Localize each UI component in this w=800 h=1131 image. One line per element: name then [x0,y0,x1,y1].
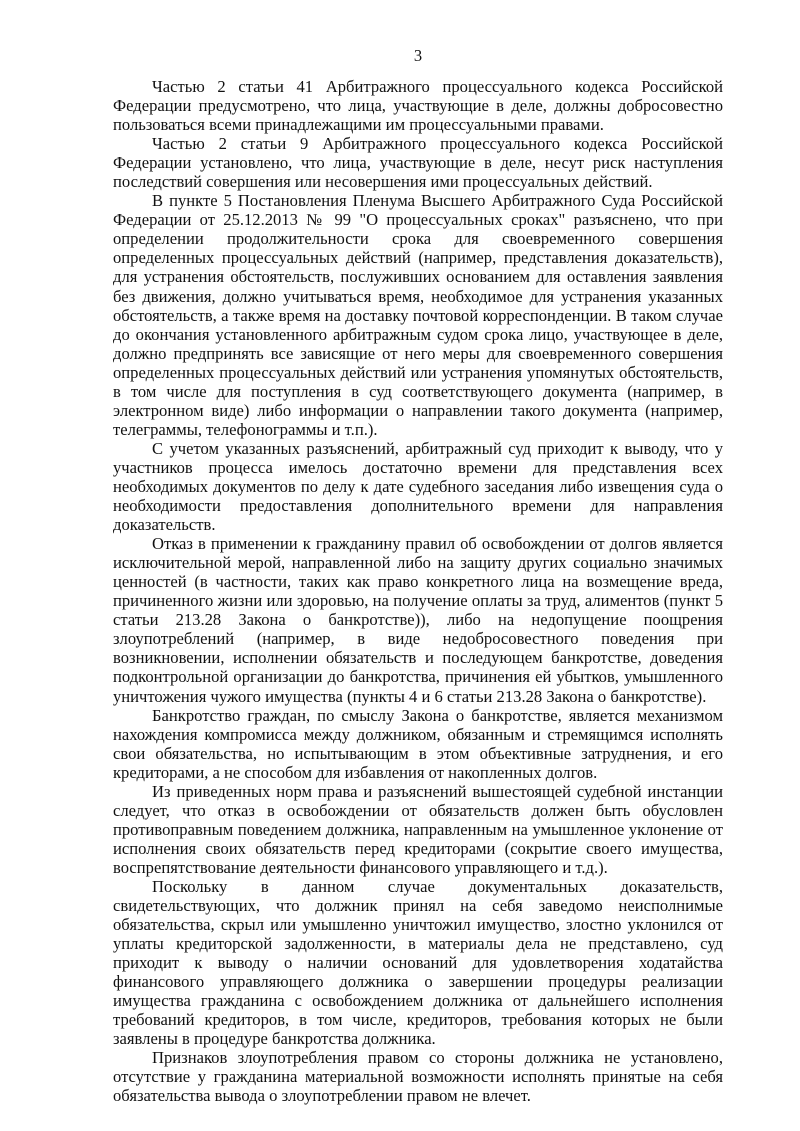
paragraph-refusal-exceptional-measure: Отказ в применении к гражданину правил об освобождении от долгов является исключительной мерой, направленной либо на защиту других социально значимых ценностей (в частности, таких как право конкретного лица на возмещение вреда, причиненного жизни или здоровью, на получение оплаты за труд, алиментов (пункт 5 статьи 213.28 Закона о банкротстве)), либо на недопущение поощрения злоупотреблений (например, в виде недобросовестного поведения при возникновении, исполнении обязательств и последующем банкротстве, доведения подконтрольной организации до банкротства, причинения ей убытков, умышленного уничтожения чужого имущества (пункты 4 и 6 статьи 213.28 Закона о банкротстве). [113,534,723,706]
paragraph-unlawful-behavior: Из приведенных норм права и разъяснений вышестоящей судебной инстанции следует, что отказ в освобождении от обязательств должен быть обусловлен противоправным поведением должника, направленным на умышленное уклонение от исполнения своих обязательств перед кредиторами (сокрытие своего имущества, воспрепятствование деятельности финансового управляющего и т.д.). [113,781,723,877]
paragraph-procedural-rights: Частью 2 статьи 41 Арбитражного процессуального кодекса Российской Федерации предусмотрено, что лица, участвующие в деле, должны добросовестно пользоваться всеми принадлежащими им процессуальными правами. [113,77,723,135]
paragraph-plenum-resolution: В пункте 5 Постановления Пленума Высшего Арбитражного Суда Российской Федерации от 25.12.2013 № 99 "О процессуальных сроках" разъяснено, что при определении продолжительности срока для своевременного совершения определенных процессуальных действий (например, представления доказательств), для устранения обстоятельств, послуживших основанием для оставления заявления без движения, должно учитываться время, необходимое для устранения указанных обстоятельств, а также время на доставку почтовой корреспонденции. В таком случае до окончания установленного арбитражным судом срока лицо, участвующее в деле, должно предпринять все зависящие от него меры для своевременного совершения определенных процессуальных действий или устранения упомянутых обстоятельств, в том числе для поступления в суд соответствующего документа (например, в электронном виде) либо информации о направлении такого документа (например, телеграммы, телефонограммы и т.п.). [113,191,723,439]
paragraph-procedural-risk: Частью 2 статьи 9 Арбитражного процессуального кодекса Российской Федерации установлено, что лица, участвующие в деле, несут риск наступления последствий совершения или несовершения ими процессуальных действий. [113,134,723,192]
paragraph-no-abuse-of-right: Признаков злоупотребления правом со стороны должника не установлено, отсутствие у гражданина материальной возможности исполнять принятые на себя обязательства вывода о злоупотреблении правом не влечет. [113,1048,723,1106]
paragraph-bankruptcy-compromise: Банкротство граждан, по смыслу Закона о банкротстве, является механизмом нахождения компромисса между должником, обязанным и стремящимся исполнять свои обязательства, но испытывающим в этом объективные затруднения, и его кредиторами, а не способом для избавления от накопленных долгов. [113,705,723,782]
paragraph-court-conclusion-time: С учетом указанных разъяснений, арбитражный суд приходит к выводу, что у участников процесса имелось достаточно времени для представления всех необходимых документов по делу к дате судебного заседания либо извещения суда о необходимости предоставления дополнительного времени для направления доказательств. [113,438,723,535]
document-body [113,77,723,1106]
paragraph-release-from-obligations: Поскольку в данном случае документальных доказательств, свидетельствующих, что должник принял на себя заведомо неисполнимые обязательства, скрыл или умышленно уничтожил имущество, злостно уклонился от уплаты кредиторской задолженности, в материалы дела не представлено, суд приходит к выводу о наличии оснований для удовлетворения ходатайства финансового управляющего должника о завершении процедуры реализации имущества гражданина с освобождением должника от дальнейшего исполнения требований кредиторов, в том числе, кредиторов, требования которых не были заявлены в процедуре банкротства должника. [113,876,723,1049]
page-number: 3 [413,46,423,65]
